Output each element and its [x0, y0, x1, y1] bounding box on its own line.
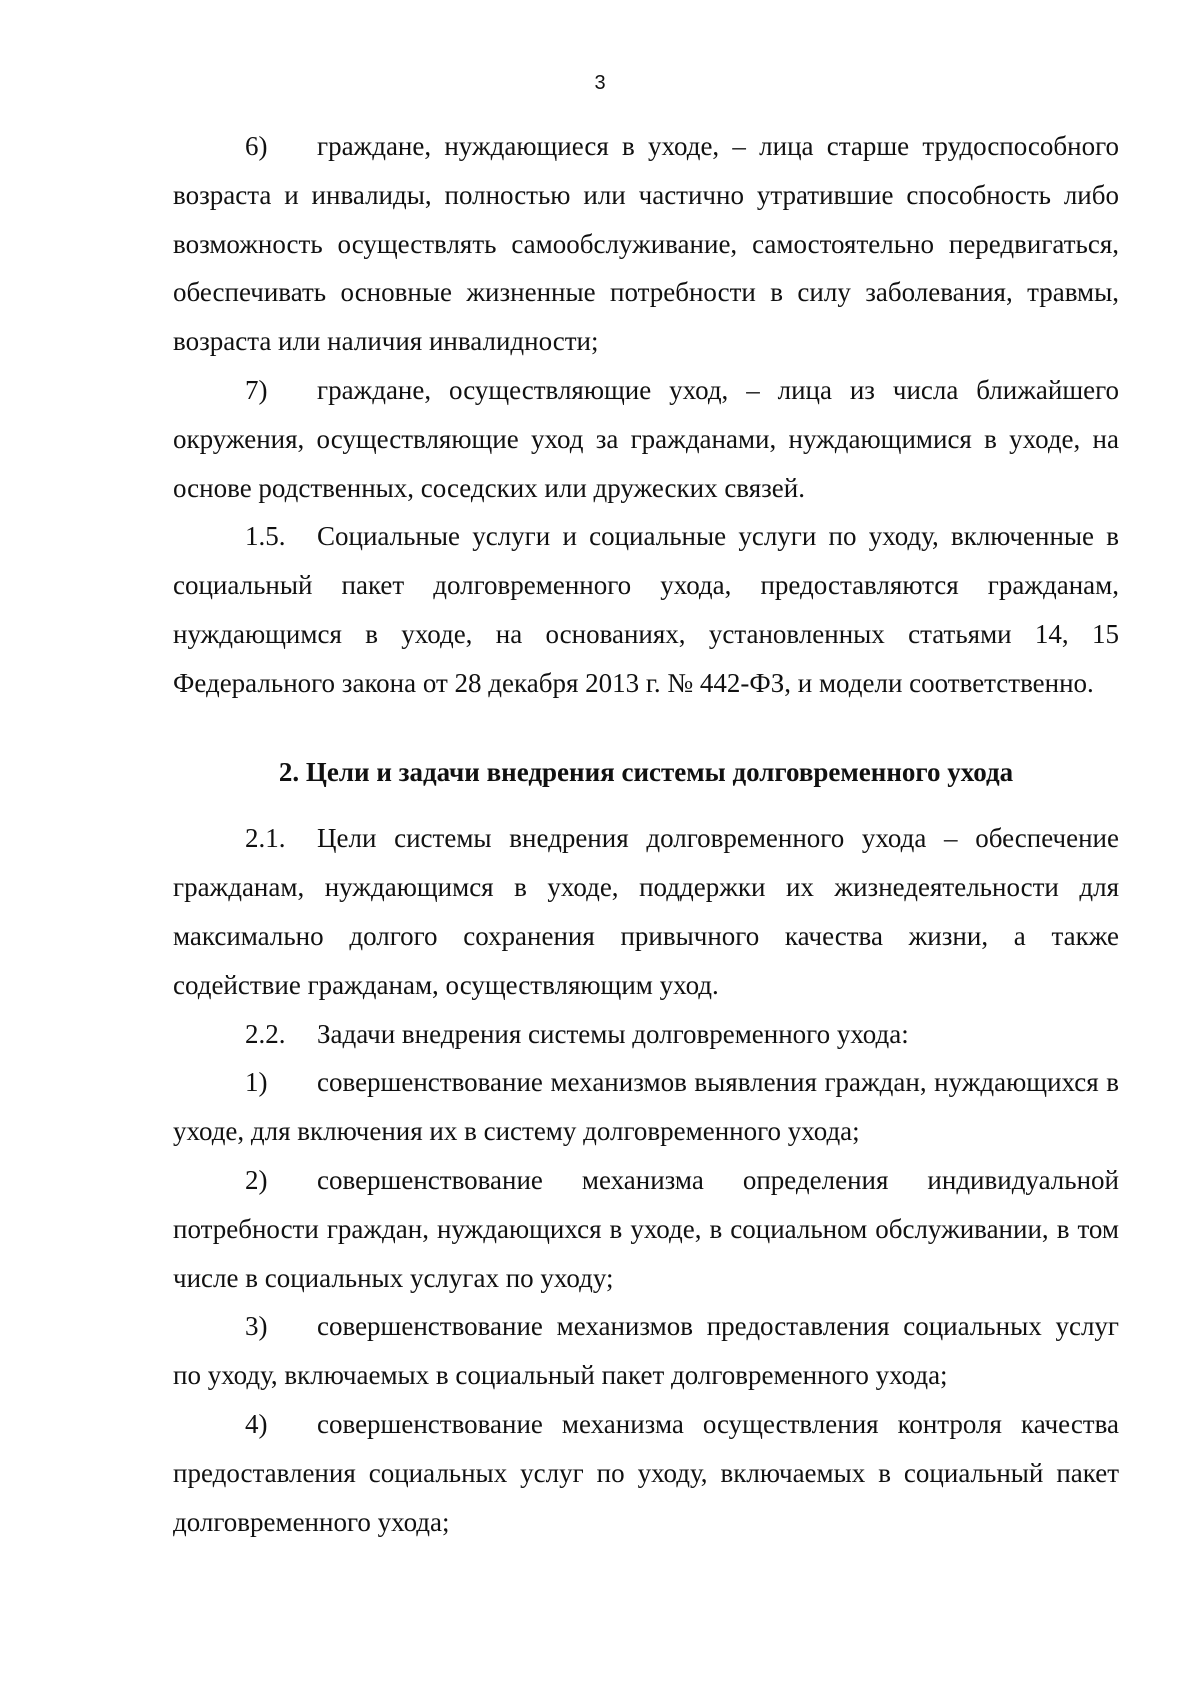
item-text: совершенствование механизмов выявления граждан, нуждающихся в уходе, для включения их в систему долговременного ухода; — [173, 1067, 1119, 1147]
item-number: 6) — [245, 131, 268, 161]
clause-2-1 — [173, 814, 1119, 1009]
clause-1-5 — [173, 512, 1119, 707]
task-item-2 — [173, 1156, 1119, 1302]
clause-number: 2.1. — [245, 823, 286, 854]
item-text: граждане, осуществляющие уход, – лица из числа ближайшего окружения, осуществляющие уход за гражданами, нуждающимися в уходе, на основе родственных, соседских или дружеских связей. — [173, 374, 1119, 503]
item-text: граждане, нуждающиеся в уходе, – лица старше трудоспособного возраста и инвалиды, полностью или частично утратившие способность либо возможность осуществлять самообслуживание, самостоятельно передвигаться, обеспечивать основные жизненные потребности в силу заболевания, травмы, возраста или наличия инвалидности; — [173, 131, 1119, 357]
item-number: 4) — [245, 1408, 268, 1439]
item-number: 1) — [245, 1067, 268, 1098]
item-number: 3) — [245, 1311, 268, 1342]
task-item-4 — [173, 1400, 1119, 1546]
item-number: 2) — [245, 1164, 268, 1195]
clause-text: Социальные услуги и социальные услуги по уходу, включенные в социальный пакет долговременного ухода, предоставляются гражданам, нуждающимся в уходе, на основаниях, установленных статьями 14, 15 Федерального закона от 28 декабря 2013 г. № 442-ФЗ, и модели соответственно. — [173, 521, 1119, 698]
task-item-3 — [173, 1302, 1119, 1400]
item-text: совершенствование механизмов предоставления социальных услуг по уходу, включаемых в социальный пакет долговременного ухода; — [173, 1311, 1119, 1391]
item-text: совершенствование механизма осуществления контроля качества предоставления социальных услуг по уходу, включаемых в социальный пакет долговременного ухода; — [173, 1408, 1119, 1537]
document-body — [173, 122, 1119, 1546]
page-number: 3 — [594, 72, 606, 94]
clause-text: Задачи внедрения системы долговременного ухода: — [317, 1018, 909, 1049]
task-item-1 — [173, 1058, 1119, 1156]
clause-number: 2.2. — [245, 1018, 286, 1049]
item-number: 7) — [245, 374, 268, 405]
item-text: совершенствование механизма определения индивидуальной потребности граждан, нуждающихся в уходе, в социальном обслуживании, в том числе в социальных услугах по уходу; — [173, 1164, 1119, 1293]
clause-number: 1.5. — [245, 521, 286, 552]
clause-2-2 — [173, 1010, 1119, 1059]
clause-text: Цели системы внедрения долговременного ухода – обеспечение гражданам, нуждающимся в уходе, поддержки их жизнедеятельности для максимально долгого сохранения привычного качества жизни, а также содействие гражданам, осуществляющим уход. — [173, 823, 1119, 1000]
section-heading: 2. Цели и задачи внедрения системы долговременного ухода — [278, 756, 1014, 787]
list-item-7 — [173, 366, 1119, 512]
list-item-6 — [173, 122, 1119, 366]
